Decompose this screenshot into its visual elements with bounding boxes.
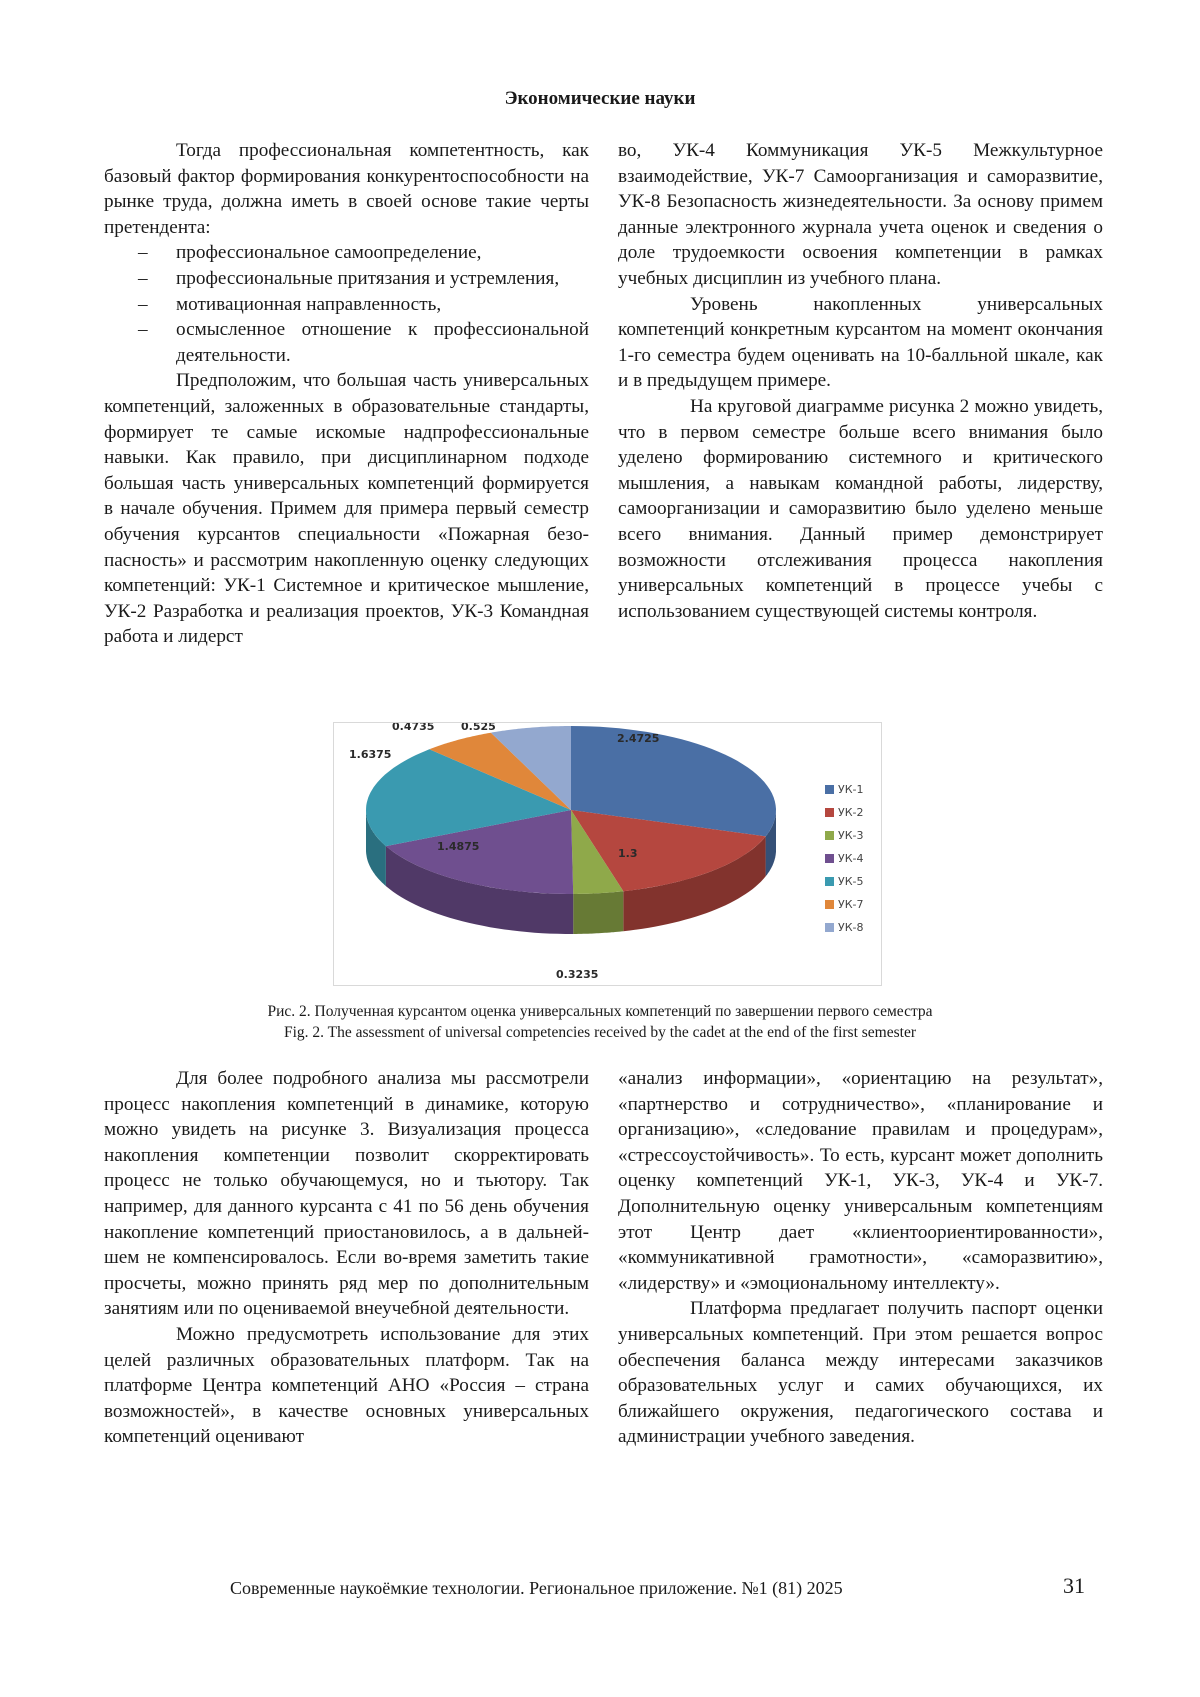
paragraph: Предположим, что большая часть универсальных компетенций, заложенных в образовательные стандарты, формирует те самые искомые надпрофессиональные навыки. Как правило, при дисциплинарном подходе большая часть универсальных компетенций формируется в начале обучения. Примем для примера первый семестр обучения курсантов специальности «Пожарная безопасность» и рассмотрим накопленную оценку следующих компетенций: УК-1 Системное и критическое мышление, УК-2 Разработка и реализация проектов, УК-3 Командная работа и лидерст xyxy=(104,370,589,648)
paragraph: Тогда профессиональная компетентность, как базовый фактор формирования конкурентоспособности на рынке труда, должна иметь в своей основе такие черты претендента: xyxy=(104,140,589,238)
list-item: – мотивационная направленность, xyxy=(176,292,589,318)
data-label: 0.525 xyxy=(461,723,496,733)
legend-item xyxy=(825,801,863,824)
paragraph: Для более подробного анализа мы рассмотрели процесс накопления компетенций в динамике, которую можно увидеть на рисунке 3. Визуализация процесса накопления компетенции позволит скорректировать процесс не только обучающемуся, но и тьютору. Так например, для данного курсанта с 41 по 56 день обучения накопление компетенций приостановилось, а в дальнейшем не компенсировалось. Если во-время заметить такие просчеты, можно принять ряд мер по дополнительным занятиям или по оцениваемой внеучебной деятельности. xyxy=(104,1068,589,1320)
list-item: – профессиональное самоопределение, xyxy=(176,240,589,266)
data-label: 1.6375 xyxy=(349,748,392,761)
data-label: 2.4725 xyxy=(617,732,660,745)
legend-label: УК-4 xyxy=(838,852,864,865)
legend-item xyxy=(825,778,863,801)
legend-swatch xyxy=(825,854,834,863)
legend-swatch xyxy=(825,785,834,794)
page-number: 31 xyxy=(1063,1573,1085,1598)
paragraph: На круговой диаграмме рисунка 2 можно увидеть, что в первом семестре больше всего внимания было уделено формированию системного и критического мышления, а навыкам командной работы, лидерству, самоорганизации и саморазвитию было уделено меньше всего внимания. Данный пример демонстрирует возможности отслеживания процесса накопления универсальных компетенций в процессе учебы с использованием существующей системы контроля. xyxy=(618,395,1103,622)
legend-swatch xyxy=(825,831,834,840)
paragraph: «анализ информации», «ориентацию на результат», «партнерство и сотрудничество», «планирование и организацию», «следование правилам и процедурам», «стрессоустойчивость». То есть, курсант может дополнить оценку компетенций УК-1, УК-3, УК-4 и УК-7. Дополнительную оценку универсальным компетенциям этот Центр дает «клиентоориентированности», «коммуникативной грамотности», «саморазвитию», «лидерству» и «эмоциональному интеллекту». xyxy=(618,1068,1103,1294)
legend-item xyxy=(825,824,863,847)
text-column-4 xyxy=(618,1066,1103,1450)
text-column-3 xyxy=(104,1066,589,1450)
list-item: – профессиональные притязания и устремления, xyxy=(176,266,589,292)
list-item: – осмысленное отношение к профессиональной деятельности. xyxy=(176,317,589,368)
legend-item xyxy=(825,847,863,870)
legend-label: УК-5 xyxy=(838,875,864,888)
text-column-1 xyxy=(104,138,589,650)
legend-label: УК-8 xyxy=(838,921,864,934)
pie-chart-figure xyxy=(333,722,882,986)
data-label: 0.3235 xyxy=(556,968,599,981)
pie-chart xyxy=(334,723,881,985)
paragraph: во, УК-4 Коммуникация УК-5 Межкультурное взаимодействие, УК-7 Самоорганизация и саморазвитие, УК-8 Безопасность жизнедеятельности. За основу примем данные электронного журнала учета оценок и сведения о доле трудоемкости освоения компетенции в рамках учебных дисциплин из учебного плана. xyxy=(618,140,1103,289)
legend-item xyxy=(825,870,863,893)
text-column-2 xyxy=(618,138,1103,624)
figure-caption-en: Fig. 2. The assessment of universal competencies received by the cadet at the end of the first semester xyxy=(284,1024,916,1041)
data-label: 1.4875 xyxy=(437,840,480,853)
pie-slice-side xyxy=(573,891,623,934)
section-header: Экономические науки xyxy=(504,88,696,109)
paragraph: Платформа предлагает получить паспорт оценки универсальных компетенций. При этом решается вопрос обеспечения баланса между интересами заказчиков образовательных услуг и самих обучающихся, их ближайшего окружения, педагогического состава и администрации учебного заведения. xyxy=(618,1298,1103,1448)
journal-footer: Современные наукоёмкие технологии. Региональное приложение. №1 (81) 2025 xyxy=(230,1578,843,1598)
paragraph: Можно предусмотреть использование для этих целей различных образовательных платформ. Так на платформе Центра компетенций АНО «Россия – страна возможностей», в качестве основных универсальных компетенций оценивают xyxy=(104,1323,589,1448)
data-label: 0.4735 xyxy=(392,723,435,733)
legend-label: УК-2 xyxy=(838,806,864,819)
legend-label: УК-3 xyxy=(838,829,864,842)
legend-label: УК-1 xyxy=(838,783,864,796)
trait-list xyxy=(104,240,589,368)
legend-label: УК-7 xyxy=(838,898,864,911)
legend-item xyxy=(825,893,863,916)
legend-item xyxy=(825,916,863,939)
legend-swatch xyxy=(825,808,834,817)
legend-swatch xyxy=(825,900,834,909)
figure-caption-ru: Рис. 2. Полученная курсантом оценка универсальных компетенций по завершении первого семестра xyxy=(267,1003,933,1020)
legend-swatch xyxy=(825,877,834,886)
legend-swatch xyxy=(825,923,834,932)
data-label: 1.3 xyxy=(618,847,638,860)
paragraph: Уровень накопленных универсальных компетенций конкретным курсантом на момент окончания 1-го семестра будем оценивать на 10-балльной шкале, как и в предыдущем примере. xyxy=(618,293,1103,392)
chart-legend xyxy=(825,778,863,939)
